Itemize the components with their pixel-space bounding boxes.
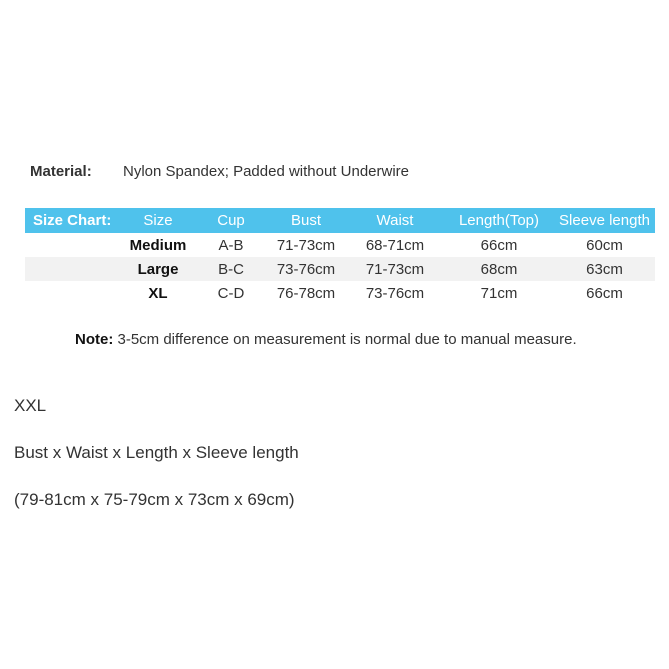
column-header-length: Length(Top) — [458, 212, 540, 229]
size-cell: Medium — [129, 236, 187, 254]
extra-size-heading: XXL — [14, 396, 47, 415]
table-row — [25, 281, 655, 305]
size-chart-header-row — [25, 208, 655, 233]
extra-measure-values: (79-81cm x 75-79cm x 73cm x 69cm) — [14, 490, 295, 509]
bust-cell: 71-73cm — [276, 236, 336, 254]
note-row — [75, 331, 577, 348]
sleeve-cell: 60cm — [586, 236, 623, 254]
extra-measure-labels: Bust x Waist x Length x Sleeve length — [14, 443, 299, 462]
note-text: 3-5cm difference on measurement is normal due to manual measure. — [117, 331, 577, 348]
length-cell: 68cm — [480, 260, 518, 278]
column-header-size: Size — [143, 212, 173, 229]
size-chart-table — [25, 208, 655, 305]
bust-cell: 76-78cm — [276, 284, 336, 302]
note-label: Note: — [75, 331, 114, 348]
waist-cell: 68-71cm — [365, 236, 425, 254]
cup-cell: C-D — [217, 284, 245, 302]
waist-cell: 73-76cm — [365, 284, 425, 302]
sleeve-cell: 63cm — [586, 260, 623, 278]
table-row — [25, 257, 655, 281]
size-chart-title: Size Chart: — [33, 212, 112, 229]
waist-cell: 71-73cm — [365, 260, 425, 278]
column-header-sleeve: Sleeve length — [559, 212, 650, 229]
row-spacer — [25, 281, 120, 305]
sleeve-cell: 66cm — [586, 284, 623, 302]
length-cell: 71cm — [480, 284, 518, 302]
material-value: Nylon Spandex; Padded without Underwire — [123, 163, 410, 180]
column-header-bust: Bust — [290, 212, 321, 229]
length-cell: 66cm — [480, 236, 518, 254]
cup-cell: A-B — [218, 236, 244, 254]
row-spacer — [25, 233, 120, 257]
cup-cell: B-C — [218, 260, 244, 278]
table-row — [25, 233, 655, 257]
material-label: Material: — [30, 163, 92, 180]
size-cell: Large — [137, 260, 179, 278]
row-spacer — [25, 257, 120, 281]
bust-cell: 73-76cm — [276, 260, 336, 278]
column-header-cup: Cup — [217, 212, 245, 229]
size-cell: XL — [148, 284, 168, 302]
column-header-waist: Waist — [376, 212, 414, 229]
